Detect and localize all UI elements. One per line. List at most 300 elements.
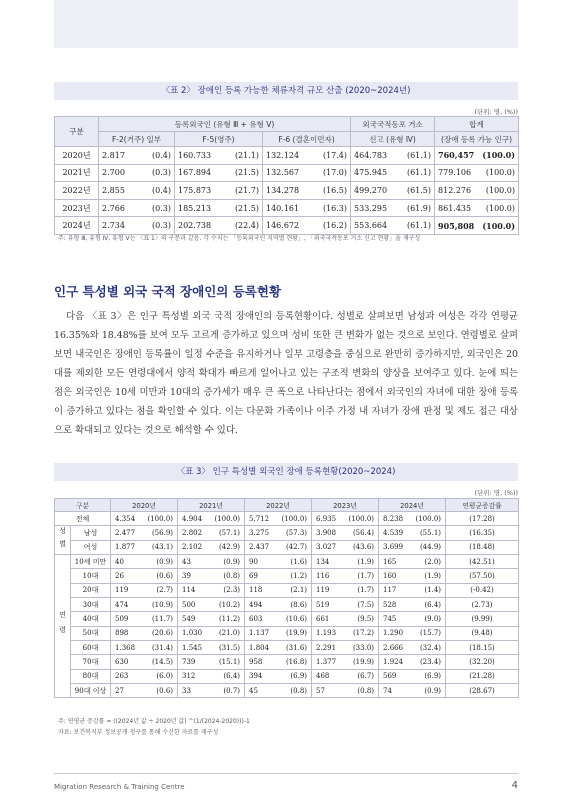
table3-row xyxy=(55,583,519,597)
table2-header-report: 외국국적동포 거소 xyxy=(351,117,435,132)
table3-count: 119 xyxy=(115,586,129,595)
table3-percent: (0.8) xyxy=(223,572,241,581)
table3-row xyxy=(55,612,519,626)
table3-cell xyxy=(312,512,379,526)
table3-count: 958 xyxy=(249,658,263,667)
table3-percent: (8.6) xyxy=(290,600,308,609)
table3-percent: (14.5) xyxy=(151,658,174,667)
table3-percent: (11.2) xyxy=(218,615,241,624)
table3-count: 118 xyxy=(249,586,263,595)
table3-cell xyxy=(312,540,379,554)
table3-count: 1.137 xyxy=(249,629,270,638)
table2-percent: (61.9) xyxy=(406,203,432,213)
table2-percent: (61.1) xyxy=(406,221,432,231)
table3-cell xyxy=(312,598,379,612)
table3-count: 603 xyxy=(249,615,263,624)
table2-percent: (0.3) xyxy=(152,203,171,213)
table3-count: 2.437 xyxy=(249,543,270,552)
table3-row xyxy=(55,684,519,698)
table2-header-f5: F-5(영주) xyxy=(175,132,263,147)
table3-percent: (43.1) xyxy=(151,543,174,552)
table3-cell xyxy=(111,540,178,554)
table3-cell xyxy=(379,512,446,526)
table3-cell xyxy=(178,583,245,597)
table3-count: 69 xyxy=(249,572,258,581)
table3-percent: (1.9) xyxy=(424,572,442,581)
table2-cell-f2 xyxy=(99,217,175,235)
table3-row-label: 70대 xyxy=(71,655,111,669)
table3-cell xyxy=(312,669,379,683)
table3-percent: (0.9) xyxy=(156,557,174,566)
table2-percent: (16.3) xyxy=(322,203,348,213)
table3-cell xyxy=(178,655,245,669)
table2-row xyxy=(55,199,519,217)
table2-percent: (100.0) xyxy=(485,185,516,195)
table3-count: 312 xyxy=(182,672,196,681)
table2-value: 464.783 xyxy=(354,150,388,160)
table3-cell xyxy=(379,555,446,569)
table3-percent: (9.0) xyxy=(424,615,442,624)
table3-cell xyxy=(379,526,446,540)
table2-percent: (100.0) xyxy=(485,203,516,213)
table2-year: 2022년 xyxy=(55,182,99,200)
table3-cell xyxy=(111,512,178,526)
table3-cell xyxy=(178,669,245,683)
table3-count: 3.027 xyxy=(316,543,337,552)
table3-cell xyxy=(245,641,312,655)
table3-header-2: 2021년 xyxy=(178,499,245,512)
table2-value: 134.278 xyxy=(266,185,300,195)
table3-percent: (1.2) xyxy=(290,572,308,581)
table2-percent: (100.0) xyxy=(485,168,516,178)
table2-title: 〈표 2〉 장애인 등록 가능한 체류자격 규모 산출 (2020~2024년) xyxy=(54,82,518,100)
table3-cell xyxy=(178,540,245,554)
table3-row xyxy=(55,626,519,640)
table3-cell xyxy=(379,612,446,626)
table3-cell xyxy=(111,684,178,698)
table3-row xyxy=(55,641,519,655)
table2-value: 132.567 xyxy=(266,168,300,178)
table2-header-f6: F-6 (결혼이민자) xyxy=(263,132,351,147)
table3-cell xyxy=(178,569,245,583)
table3-percent: (15.1) xyxy=(218,658,241,667)
table3-cell xyxy=(379,583,446,597)
table2-percent: (16.2) xyxy=(322,221,348,231)
table3-count: 4.904 xyxy=(182,514,203,523)
table3-cell xyxy=(245,540,312,554)
table3-count: 3.275 xyxy=(249,529,270,538)
table2-percent: (21.5) xyxy=(234,203,259,213)
table3-cell xyxy=(245,569,312,583)
table3-count: 57 xyxy=(316,686,325,695)
table3-percent: (43.6) xyxy=(352,543,375,552)
table3-percent: (21.0) xyxy=(218,629,241,638)
table3-count: 528 xyxy=(383,600,397,609)
table2-cell-tot xyxy=(435,164,519,182)
table3-rate: (18.15) xyxy=(446,641,519,655)
table3-count: 1.545 xyxy=(182,643,203,652)
table2-percent: (16.5) xyxy=(322,185,348,195)
table2-percent: (61.5) xyxy=(406,185,432,195)
table3-rate: (18.48) xyxy=(446,540,519,554)
table3-percent: (11.7) xyxy=(151,615,174,624)
table3-count: 165 xyxy=(383,557,397,566)
table3-count: 661 xyxy=(316,615,330,624)
table2-header-total: 합계 xyxy=(435,117,519,132)
table2-value: 185.213 xyxy=(178,203,212,213)
table3-percent: (2.1) xyxy=(290,586,308,595)
table2-value: 475.945 xyxy=(354,168,388,178)
table2-percent: (21.7) xyxy=(234,185,259,195)
table3-percent: (0.8) xyxy=(290,686,308,695)
table2-percent: (0.4) xyxy=(152,150,171,160)
table3-row-label: 여성 xyxy=(71,540,111,554)
table2-cell-f2 xyxy=(99,164,175,182)
table2-cell-rep xyxy=(351,199,435,217)
table3-percent: (1.9) xyxy=(357,557,375,566)
table3-percent: (57.3) xyxy=(285,529,308,538)
table3-count: 1.924 xyxy=(383,658,404,667)
table3-percent: (6.9) xyxy=(290,672,308,681)
table3-rate: (2.73) xyxy=(446,598,519,612)
table3-count: 26 xyxy=(115,572,124,581)
table3-row-label: 10대 xyxy=(71,569,111,583)
table2-value: 175.873 xyxy=(178,185,212,195)
table3-percent: (42.9) xyxy=(218,543,241,552)
table3-cell xyxy=(245,669,312,683)
table3-header-6: 연평균증감률 xyxy=(446,499,519,512)
table3-cell xyxy=(312,612,379,626)
table2-percent: (22.4) xyxy=(234,221,259,231)
table3-row-label: 90대 이상 xyxy=(71,684,111,698)
table3-percent: (16.8) xyxy=(285,658,308,667)
table3-percent: (100.0) xyxy=(281,514,308,523)
table2-row xyxy=(55,182,519,200)
table3-row-label: 10세 미만 xyxy=(71,555,111,569)
table3-cell xyxy=(312,555,379,569)
table3-rate: (9.48) xyxy=(446,626,519,640)
table2-header-report-sub: 신고 (유형 Ⅳ) xyxy=(351,132,435,147)
table2-cell-f6 xyxy=(263,199,351,217)
table2-row xyxy=(55,164,519,182)
table3-cell xyxy=(312,583,379,597)
table3-cell xyxy=(379,655,446,669)
table3-rate: (17.28) xyxy=(446,512,519,526)
table3-percent: (32.4) xyxy=(419,643,442,652)
table2-percent: (21.1) xyxy=(234,150,259,160)
table3-cell xyxy=(312,684,379,698)
table2-year: 2023년 xyxy=(55,199,99,217)
table3-percent: (56.4) xyxy=(352,529,375,538)
table3-percent: (10.2) xyxy=(218,600,241,609)
table3-count: 27 xyxy=(115,686,124,695)
table3-row xyxy=(55,555,519,569)
table3-count: 90 xyxy=(249,557,258,566)
table3-count: 2.102 xyxy=(182,543,203,552)
table3-row xyxy=(55,540,519,554)
table3-count: 549 xyxy=(182,615,196,624)
table3-cell xyxy=(178,641,245,655)
table2-header-f2: F-2(거주) 일부 xyxy=(99,132,175,147)
table3-count: 43 xyxy=(182,557,191,566)
table2-cell-tot xyxy=(435,217,519,235)
table2-value: 2.700 xyxy=(102,168,125,178)
table3-count: 3.699 xyxy=(383,543,404,552)
table3-rate: (57.50) xyxy=(446,569,519,583)
table3-row-label: 50대 xyxy=(71,626,111,640)
table3-count: 1.368 xyxy=(115,643,136,652)
table3-percent: (31.4) xyxy=(151,643,174,652)
table3-header-4: 2023년 xyxy=(312,499,379,512)
table3-count: 509 xyxy=(115,615,129,624)
table3-cell xyxy=(312,655,379,669)
table2-cell-tot xyxy=(435,182,519,200)
table3-percent: (55.1) xyxy=(419,529,442,538)
table3-count: 1.030 xyxy=(182,629,203,638)
table3-row-label: 30대 xyxy=(71,598,111,612)
table3-percent: (10.9) xyxy=(151,600,174,609)
table3-percent: (6.4) xyxy=(424,600,442,609)
table2-value: 905,808 xyxy=(438,220,475,231)
table3-percent: (1.6) xyxy=(290,557,308,566)
table3-percent: (56.9) xyxy=(151,529,174,538)
table2-cell-rep xyxy=(351,217,435,235)
table3-cell xyxy=(111,555,178,569)
table2-cell-f5 xyxy=(175,182,263,200)
table3-group-gender: 성별 xyxy=(55,526,71,555)
table3-row-label: 40대 xyxy=(71,612,111,626)
table3-count: 160 xyxy=(383,572,397,581)
table2-cell-f6 xyxy=(263,217,351,235)
table3-rate: (32.20) xyxy=(446,655,519,669)
table3-group-age: 연령 xyxy=(55,555,71,698)
table3-count: 519 xyxy=(316,600,330,609)
table3-cell xyxy=(178,612,245,626)
table2-cell-f5 xyxy=(175,164,263,182)
table2-percent: (17.0) xyxy=(322,168,348,178)
table3-percent: (20.6) xyxy=(151,629,174,638)
table3-count: 1.193 xyxy=(316,629,337,638)
table3-cell xyxy=(111,569,178,583)
table3-cell xyxy=(178,684,245,698)
table3-count: 394 xyxy=(249,672,263,681)
table2-value: 2.817 xyxy=(102,150,125,160)
table2-value: 2.855 xyxy=(102,185,125,195)
table3-count: 1.290 xyxy=(383,629,404,638)
table2-cell-rep xyxy=(351,182,435,200)
table3-percent: (44.9) xyxy=(419,543,442,552)
table3-note-formula: 주: 연평균 증감률 = ((2024년 값 ÷ 2020년 값) ^(1/(2024-2020)))-1 xyxy=(58,718,250,725)
footer-org: Migration Research & Training Centre xyxy=(54,783,185,791)
table3-row xyxy=(55,569,519,583)
table3-row-label: 80대 xyxy=(71,669,111,683)
table2-unit: (단위: 명, (%)) xyxy=(474,108,518,116)
table2-percent: (17.4) xyxy=(322,150,348,160)
table2-value: 2.734 xyxy=(102,221,125,231)
table3-count: 898 xyxy=(115,629,129,638)
table3-cell xyxy=(111,655,178,669)
table2-percent: (0.4) xyxy=(152,185,171,195)
table3-row xyxy=(55,512,519,526)
table3-cell xyxy=(245,626,312,640)
table3-percent: (57.1) xyxy=(218,529,241,538)
table3-count: 74 xyxy=(383,686,392,695)
table3-cell xyxy=(379,540,446,554)
table2-header-gubun: 구분 xyxy=(55,117,99,147)
table3-count: 119 xyxy=(316,586,330,595)
table3-row-label: 남성 xyxy=(71,526,111,540)
table2-cell-f2 xyxy=(99,182,175,200)
table3-count: 569 xyxy=(383,672,397,681)
table3-cell xyxy=(178,598,245,612)
table3-header-0: 구분 xyxy=(55,499,111,512)
table3-cell xyxy=(379,569,446,583)
table3-cell xyxy=(245,583,312,597)
table2-percent: (100.0) xyxy=(482,220,516,231)
table3-note-source: 자료: 보건복지부 정보공개 청구를 통해 수신한 자료를 재구성 xyxy=(58,729,219,736)
table3-rate: (21.28) xyxy=(446,669,519,683)
table2 xyxy=(54,116,519,235)
table3-count: 4.354 xyxy=(115,514,136,523)
table3-percent: (6.9) xyxy=(424,672,442,681)
table3-count: 2.477 xyxy=(115,529,136,538)
table3-header-5: 2024년 xyxy=(379,499,446,512)
table3-count: 468 xyxy=(316,672,330,681)
table3-percent: (1.7) xyxy=(357,586,375,595)
table3-cell xyxy=(178,512,245,526)
table3-count: 500 xyxy=(182,600,196,609)
table3-percent: (7.5) xyxy=(357,600,375,609)
table2-row xyxy=(55,217,519,235)
table2-percent: (0.3) xyxy=(152,168,171,178)
table3-cell xyxy=(111,583,178,597)
table2-value: 167.894 xyxy=(178,168,212,178)
table3-percent: (100.0) xyxy=(214,514,241,523)
table3-count: 2.666 xyxy=(383,643,404,652)
table3-percent: (0.9) xyxy=(223,557,241,566)
table3-cell xyxy=(312,641,379,655)
table3-percent: (19.9) xyxy=(352,658,375,667)
table3-percent: (0.6) xyxy=(156,686,174,695)
table3-count: 4.539 xyxy=(383,529,404,538)
table3-percent: (2.3) xyxy=(223,586,241,595)
table2-year: 2024년 xyxy=(55,217,99,235)
table2-cell-f6 xyxy=(263,164,351,182)
table3 xyxy=(54,498,519,698)
table3-count: 116 xyxy=(316,572,330,581)
table3-row xyxy=(55,598,519,612)
table2-cell-f2 xyxy=(99,147,175,165)
table2-cell-rep xyxy=(351,147,435,165)
table2-value: 760,457 xyxy=(438,150,475,161)
table2-header-registered: 등록외국인 (유형 Ⅲ + 유형 Ⅴ) xyxy=(99,117,351,132)
table3-row-label: 60대 xyxy=(71,641,111,655)
table2-header-total-sub: (장애 등록 가능 인구) xyxy=(435,132,519,147)
table2-cell-tot xyxy=(435,199,519,217)
table3-percent: (17.2) xyxy=(352,629,375,638)
table2-value: 146.672 xyxy=(266,221,300,231)
table3-row xyxy=(55,526,519,540)
table2-value: 553.664 xyxy=(354,221,388,231)
table3-percent: (2.0) xyxy=(424,557,442,566)
table3-cell xyxy=(312,526,379,540)
table3-cell xyxy=(379,626,446,640)
table3-count: 2.291 xyxy=(316,643,337,652)
table3-percent: (1.4) xyxy=(424,586,442,595)
table2-row xyxy=(55,147,519,165)
table2-cell-f5 xyxy=(175,147,263,165)
table3-count: 8.238 xyxy=(383,514,404,523)
table2-value: 812.276 xyxy=(438,185,472,195)
table3-rate: (28.67) xyxy=(446,684,519,698)
table3-count: 45 xyxy=(249,686,258,695)
table3-count: 39 xyxy=(182,572,191,581)
table3-header-3: 2022년 xyxy=(245,499,312,512)
table3-unit: (단위: 명, (%)) xyxy=(474,489,518,497)
table2-value: 132.124 xyxy=(266,150,300,160)
table3-cell xyxy=(111,612,178,626)
table3-cell xyxy=(111,669,178,683)
table3-header-1: 2020년 xyxy=(111,499,178,512)
table2-note: 주: 유형 Ⅲ, 유형 Ⅳ, 유형 Ⅴ는 〈표 1〉의 구분과 같음. 각 수치는 「등록외국인 지역별 현황」, 「외국국적동포 거소 신고 현황」을 재구성 xyxy=(58,235,421,242)
table2-cell-f6 xyxy=(263,182,351,200)
table3-cell xyxy=(178,626,245,640)
table3-count: 1.877 xyxy=(115,543,136,552)
table3-cell xyxy=(111,641,178,655)
table3-row xyxy=(55,655,519,669)
table2-value: 499.270 xyxy=(354,185,388,195)
table3-cell xyxy=(245,555,312,569)
table3-count: 3.908 xyxy=(316,529,337,538)
table3-count: 33 xyxy=(182,686,191,695)
table3-percent: (1.7) xyxy=(357,572,375,581)
table3-cell xyxy=(245,526,312,540)
table3-percent: (10.6) xyxy=(285,615,308,624)
table3-percent: (23.4) xyxy=(419,658,442,667)
table2-value: 779.106 xyxy=(438,168,472,178)
top-shaded-box xyxy=(54,0,518,48)
table3-cell xyxy=(312,569,379,583)
table3-percent: (6.7) xyxy=(357,672,375,681)
table3-count: 2.802 xyxy=(182,529,203,538)
table3-count: 263 xyxy=(115,672,129,681)
table3-percent: (6.4) xyxy=(223,672,241,681)
table2-value: 2.766 xyxy=(102,203,125,213)
table3-cell xyxy=(245,598,312,612)
table3-count: 40 xyxy=(115,557,124,566)
table2-percent: (21.5) xyxy=(234,168,259,178)
table3-percent: (2.7) xyxy=(156,586,174,595)
table3-percent: (31.6) xyxy=(285,643,308,652)
table3-count: 1.804 xyxy=(249,643,270,652)
table3-count: 6.935 xyxy=(316,514,337,523)
table2-percent: (61.1) xyxy=(406,150,432,160)
table2-cell-f6 xyxy=(263,147,351,165)
table2-percent: (61.1) xyxy=(406,168,432,178)
table2-cell-f5 xyxy=(175,199,263,217)
table3-count: 134 xyxy=(316,557,330,566)
table3-cell xyxy=(245,512,312,526)
table2-value: 140.161 xyxy=(266,203,300,213)
page-number: 4 xyxy=(511,780,518,791)
table3-cell xyxy=(111,598,178,612)
table2-year: 2020년 xyxy=(55,147,99,165)
table3-percent: (0.7) xyxy=(223,686,241,695)
table3-row-label: 전체 xyxy=(55,512,111,526)
table3-count: 630 xyxy=(115,658,129,667)
table3-cell xyxy=(245,655,312,669)
table3-percent: (0.8) xyxy=(357,686,375,695)
